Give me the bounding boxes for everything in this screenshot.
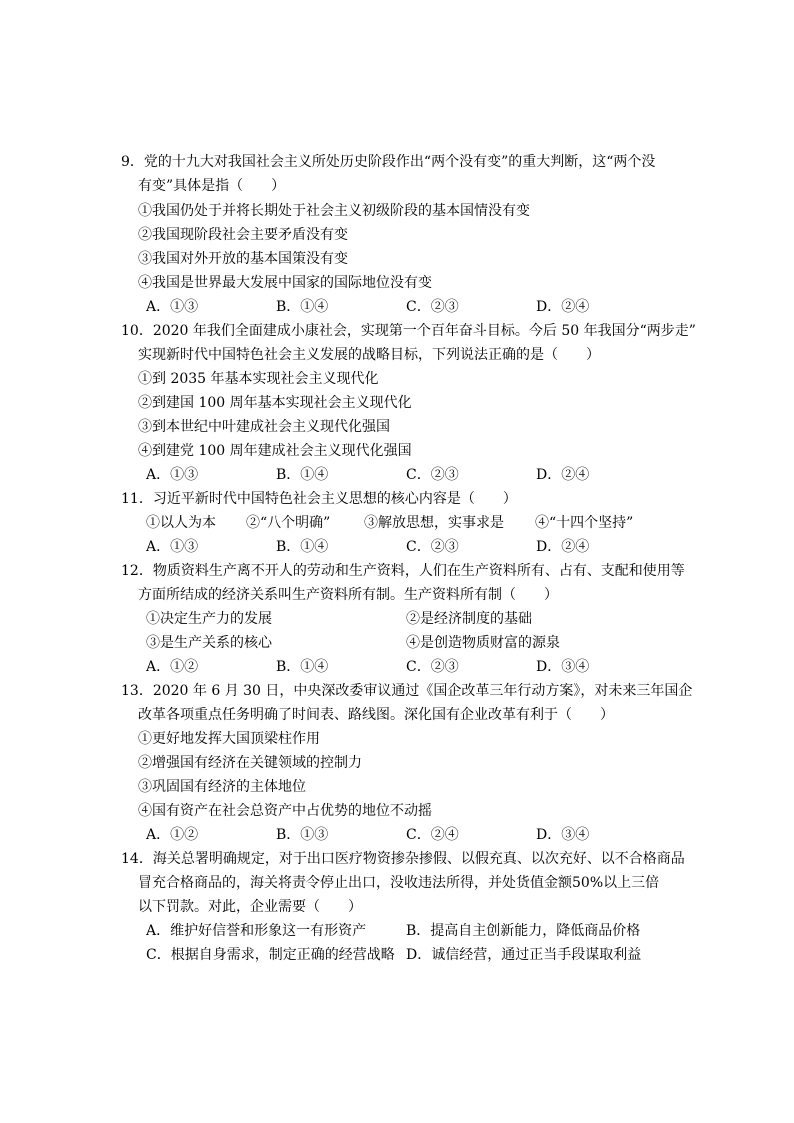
- choice-d: D．诚信经营，通过正当手段谋取利益: [406, 947, 642, 963]
- question-13-option-1: ①更好地发挥大国顶梁柱作用: [138, 731, 320, 747]
- question-11-option-4: ④“十四个坚持”: [535, 515, 634, 531]
- question-9-option-2: ②我国现阶段社会主要矛盾没有变: [138, 227, 348, 243]
- choice-c: C．②③: [406, 299, 459, 315]
- question-9-option-1: ①我国仍处于并将长期处于社会主义初级阶段的基本国情没有变: [138, 203, 530, 219]
- question-12-options-row-1: [0, 609, 794, 629]
- choice-a: A．维护好信誉和形象这一有形资产: [146, 923, 367, 939]
- question-11-option-1: ①以人为本: [146, 515, 216, 531]
- question-9-stem-line-2: 有变”具体是指（ ）: [138, 178, 286, 194]
- question-10-option-1: ①到 2035 年基本实现社会主义现代化: [138, 371, 379, 387]
- question-11-options-inline: [0, 513, 794, 533]
- question-12-option-1: ①决定生产力的发展: [146, 611, 272, 627]
- question-10-stem-line-2: 实现新时代中国特色社会主义发展的战略目标，下列说法正确的是（ ）: [138, 347, 600, 363]
- choice-a: A．①②: [146, 827, 199, 843]
- question-12-options-row-2: [0, 633, 794, 653]
- question-14-stem-line-3: 以下罚款。对此，企业需要（ ）: [138, 899, 362, 915]
- question-12-option-4: ④是创造物质财富的源泉: [406, 635, 560, 651]
- question-13-option-2: ②增强国有经济在关键领域的控制力: [138, 755, 362, 771]
- choice-c: C．②③: [406, 659, 459, 675]
- choice-d: D．②④: [536, 299, 590, 315]
- choice-a: A．①②: [146, 659, 199, 675]
- choice-c: C．根据自身需求，制定正确的经营战略: [146, 947, 395, 963]
- question-9-option-3: ③我国对外开放的基本国策没有变: [138, 251, 348, 267]
- question-12-choices: [0, 657, 794, 677]
- choice-b: B．①④: [276, 299, 329, 315]
- question-11-choices: [0, 537, 794, 557]
- question-12-option-2: ②是经济制度的基础: [406, 611, 532, 627]
- question-13-option-4: ④国有资产在社会总资产中占优势的地位不动摇: [138, 803, 432, 819]
- question-13-stem-line-2: 改革各项重点任务明确了时间表、路线图。深化国有企业改革有利于（ ）: [138, 707, 614, 723]
- question-12-option-3: ③是生产关系的核心: [146, 635, 272, 651]
- choice-b: B．①④: [276, 539, 329, 555]
- question-11-option-3: ③解放思想，实事求是: [364, 515, 504, 531]
- choice-c: C．②③: [406, 539, 459, 555]
- choice-a: A．①③: [146, 467, 199, 483]
- choice-d: D．③④: [536, 827, 590, 843]
- question-13-option-3: ③巩固国有经济的主体地位: [138, 779, 306, 795]
- question-14-stem-line-1: 14．海关总署明确规定，对于出口医疗物资掺杂掺假、以假充真、以次充好、以不合格商品: [121, 851, 685, 867]
- choice-a: A．①③: [146, 539, 199, 555]
- question-9-stem-line-1: 9．党的十九大对我国社会主义所处历史阶段作出“两个没有变”的重大判断，这“两个没: [121, 154, 656, 170]
- question-14-choices-row-2: [0, 945, 794, 965]
- choice-d: D．②④: [536, 539, 590, 555]
- question-12-stem-line-2: 方面所结成的经济关系叫生产资料所有制。生产资料所有制（ ）: [138, 587, 558, 603]
- question-10-stem-line-1: 10．2020 年我们全面建成小康社会，实现第一个百年奋斗目标。今后 50 年我国分“两步走”: [121, 323, 696, 339]
- choice-b: B．①④: [276, 467, 329, 483]
- choice-c: C．②④: [406, 827, 459, 843]
- question-14-choices-row-1: [0, 921, 794, 941]
- question-10-option-2: ②到建国 100 周年基本实现社会主义现代化: [138, 395, 412, 411]
- question-11-stem-line-1: 11．习近平新时代中国特色社会主义思想的核心内容是（ ）: [121, 491, 517, 507]
- question-10-choices: [0, 465, 794, 485]
- question-9-option-4: ④我国是世界最大发展中国家的国际地位没有变: [138, 275, 432, 291]
- choice-d: D．②④: [536, 467, 590, 483]
- question-11-option-2: ②“八个明确”: [246, 515, 331, 531]
- question-14-stem-line-2: 冒充合格商品的，海关将责令停止出口，没收违法所得，并处货值金额50%以上三倍: [138, 875, 660, 891]
- question-10-option-4: ④到建党 100 周年建成社会主义现代化强国: [138, 443, 412, 459]
- choice-b: B．提高自主创新能力，降低商品价格: [406, 923, 641, 939]
- question-9-choices: [0, 297, 794, 317]
- question-12-stem-line-1: 12．物质资料生产离不开人的劳动和生产资料，人们在生产资料所有、占有、支配和使用等: [121, 563, 685, 579]
- choice-a: A．①③: [146, 299, 199, 315]
- choice-b: B．①④: [276, 659, 329, 675]
- question-13-choices: [0, 825, 794, 845]
- question-10-option-3: ③到本世纪中叶建成社会主义现代化强国: [138, 419, 390, 435]
- choice-b: B．①③: [276, 827, 329, 843]
- question-13-stem-line-1: 13．2020 年 6 月 30 日，中央深改委审议通过《国企改革三年行动方案》，对未来三年国企: [121, 683, 693, 699]
- choice-c: C．②③: [406, 467, 459, 483]
- choice-d: D．③④: [536, 659, 590, 675]
